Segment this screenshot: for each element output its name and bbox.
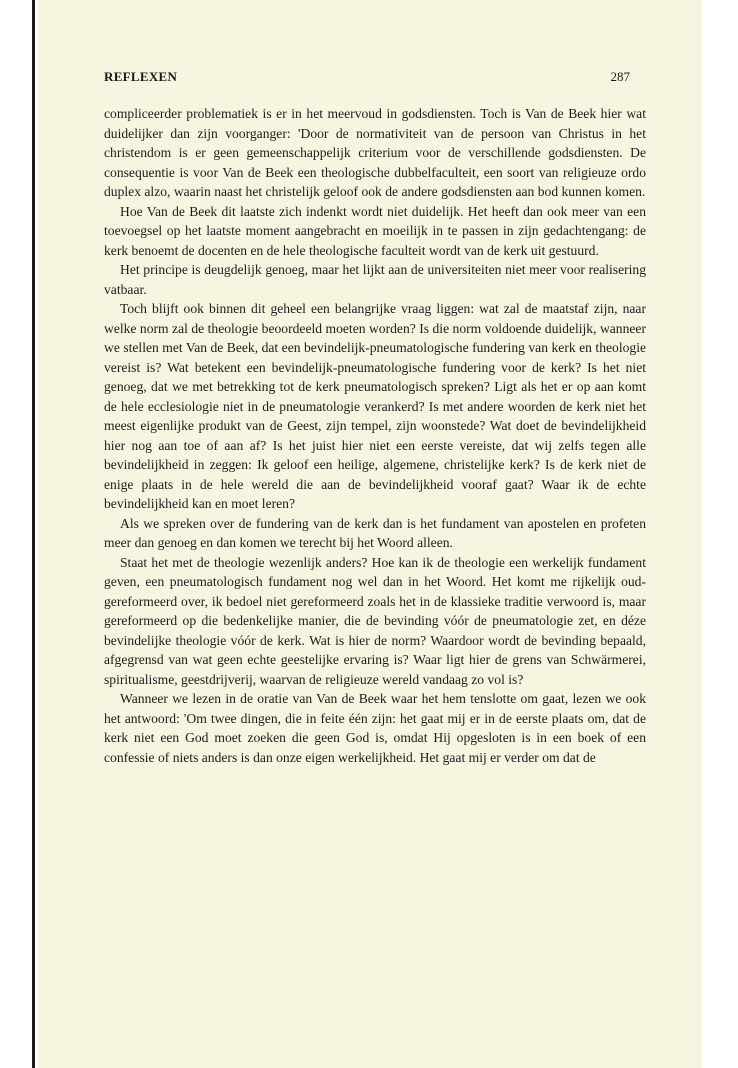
paragraph-4: Toch blijft ook binnen dit geheel een belangrijke vraag liggen: wat zal de maatstaf zijn, naar welke norm zal de theologie beoordeeld moeten worden? Is die norm voldoende duidelijk, wanneer we stellen met Van de Beek, dat een bevindelijk-pneumatologische fundering van kerk en theologie vereist is? Wat betekent een bevindelijk-pneumatologische fundering voor de kerk? Is het niet genoeg, dat we met betrekking tot de kerk pneumatologisch spreken? Ligt als het er op aan komt de hele ecclesiologie niet in de pneumatologie verankerd? Is met andere woorden de kerk niet het meest eigenlijke produkt van de Geest, zijn tempel, zijn woonstede? Wat doet de bevindelijkheid hier nog aan toe of aan af? Is het juist hier niet een eerste vereiste, dat wij zelfs tegen alle bevindelijkheid in zeggen: Ik geloof een heilige, algemene, christelijke kerk? Is de kerk niet de enige plaats in de hele wereld die aan de bevindelijkheid vooraf gaat? Waar ik de echte bevindelijkheid kan en moet leren?	[104, 301, 646, 511]
body-text	[104, 104, 646, 767]
paragraph-2: Hoe Van de Beek dit laatste zich indenkt wordt niet duidelijk. Het heeft dan ook meer van een toevoegsel op het laatste moment aangebracht en moeilijk in te passen in zijn gedachtengang: de kerk benoemt de docenten en de hele theologische faculteit wordt van de kerk uit gestuurd.	[104, 203, 646, 258]
book-page	[38, 0, 702, 1068]
paragraph-6: Staat het met de theologie wezenlijk anders? Hoe kan ik de theologie een werkelijk fundament geven, een pneumatologisch fundament nog wel dan in het Woord. Het komt me rijkelijk oud-gereformeerd over, ik bedoel niet gereformeerd zoals het in de klassieke traditie verwoord is, maar gereformeerd op die bedenkelijke manier, die de bevinding vóór de pneumatologie zet, en déze bevindelijke theologie vóór de kerk. Wat is hier de norm? Waardoor wordt de bevinding bepaald, afgegrensd van wat geen echte geestelijke ervaring is? Waar ligt hier de grens van Schwärmerei, spiritualisme, geestdrijverij, waarvan de religieuze wereld vandaag zo vol is?	[104, 554, 646, 687]
page-binding-edge	[32, 0, 35, 1068]
page-header	[104, 69, 630, 89]
paragraph-1: compliceerder problematiek is er in het meervoud in godsdiensten. Toch is Van de Beek hier wat duidelijker dan zijn voorganger: 'Door de normativiteit van de persoon van Christus in het christendom is er geen gemeenschappelijk criterium voor de verschillende godsdiensten. De consequentie is voor Van de Beek een theologische dubbelfaculteit, een soort van religieuze ordo duplex alzo, waarin naast het christelijk geloof ook de andere godsdiensten aan bod kunnen komen.	[104, 106, 646, 199]
paragraph-5: Als we spreken over de fundering van de kerk dan is het fundament van apostelen en profeten meer dan genoeg en dan komen we terecht bij het Woord alleen.	[104, 515, 646, 550]
paragraph-3: Het principe is deugdelijk genoeg, maar het lijkt aan de universiteiten niet meer voor realisering vatbaar.	[104, 262, 646, 297]
running-head: REFLEXEN	[104, 69, 178, 84]
paragraph-7: Wanneer we lezen in de oratie van Van de Beek waar het hem tenslotte om gaat, lezen we ook het antwoord: 'Om twee dingen, die in feite één zijn: het gaat mij er in de eerste plaats om, dat de kerk niet een God moet zoeken die geen God is, omdat Hij opgesloten is in een boek of een confessie of niets anders is dan onze eigen werkelijkheid. Het gaat mij er verder om dat de	[104, 691, 646, 765]
page-number: 287	[610, 69, 630, 84]
